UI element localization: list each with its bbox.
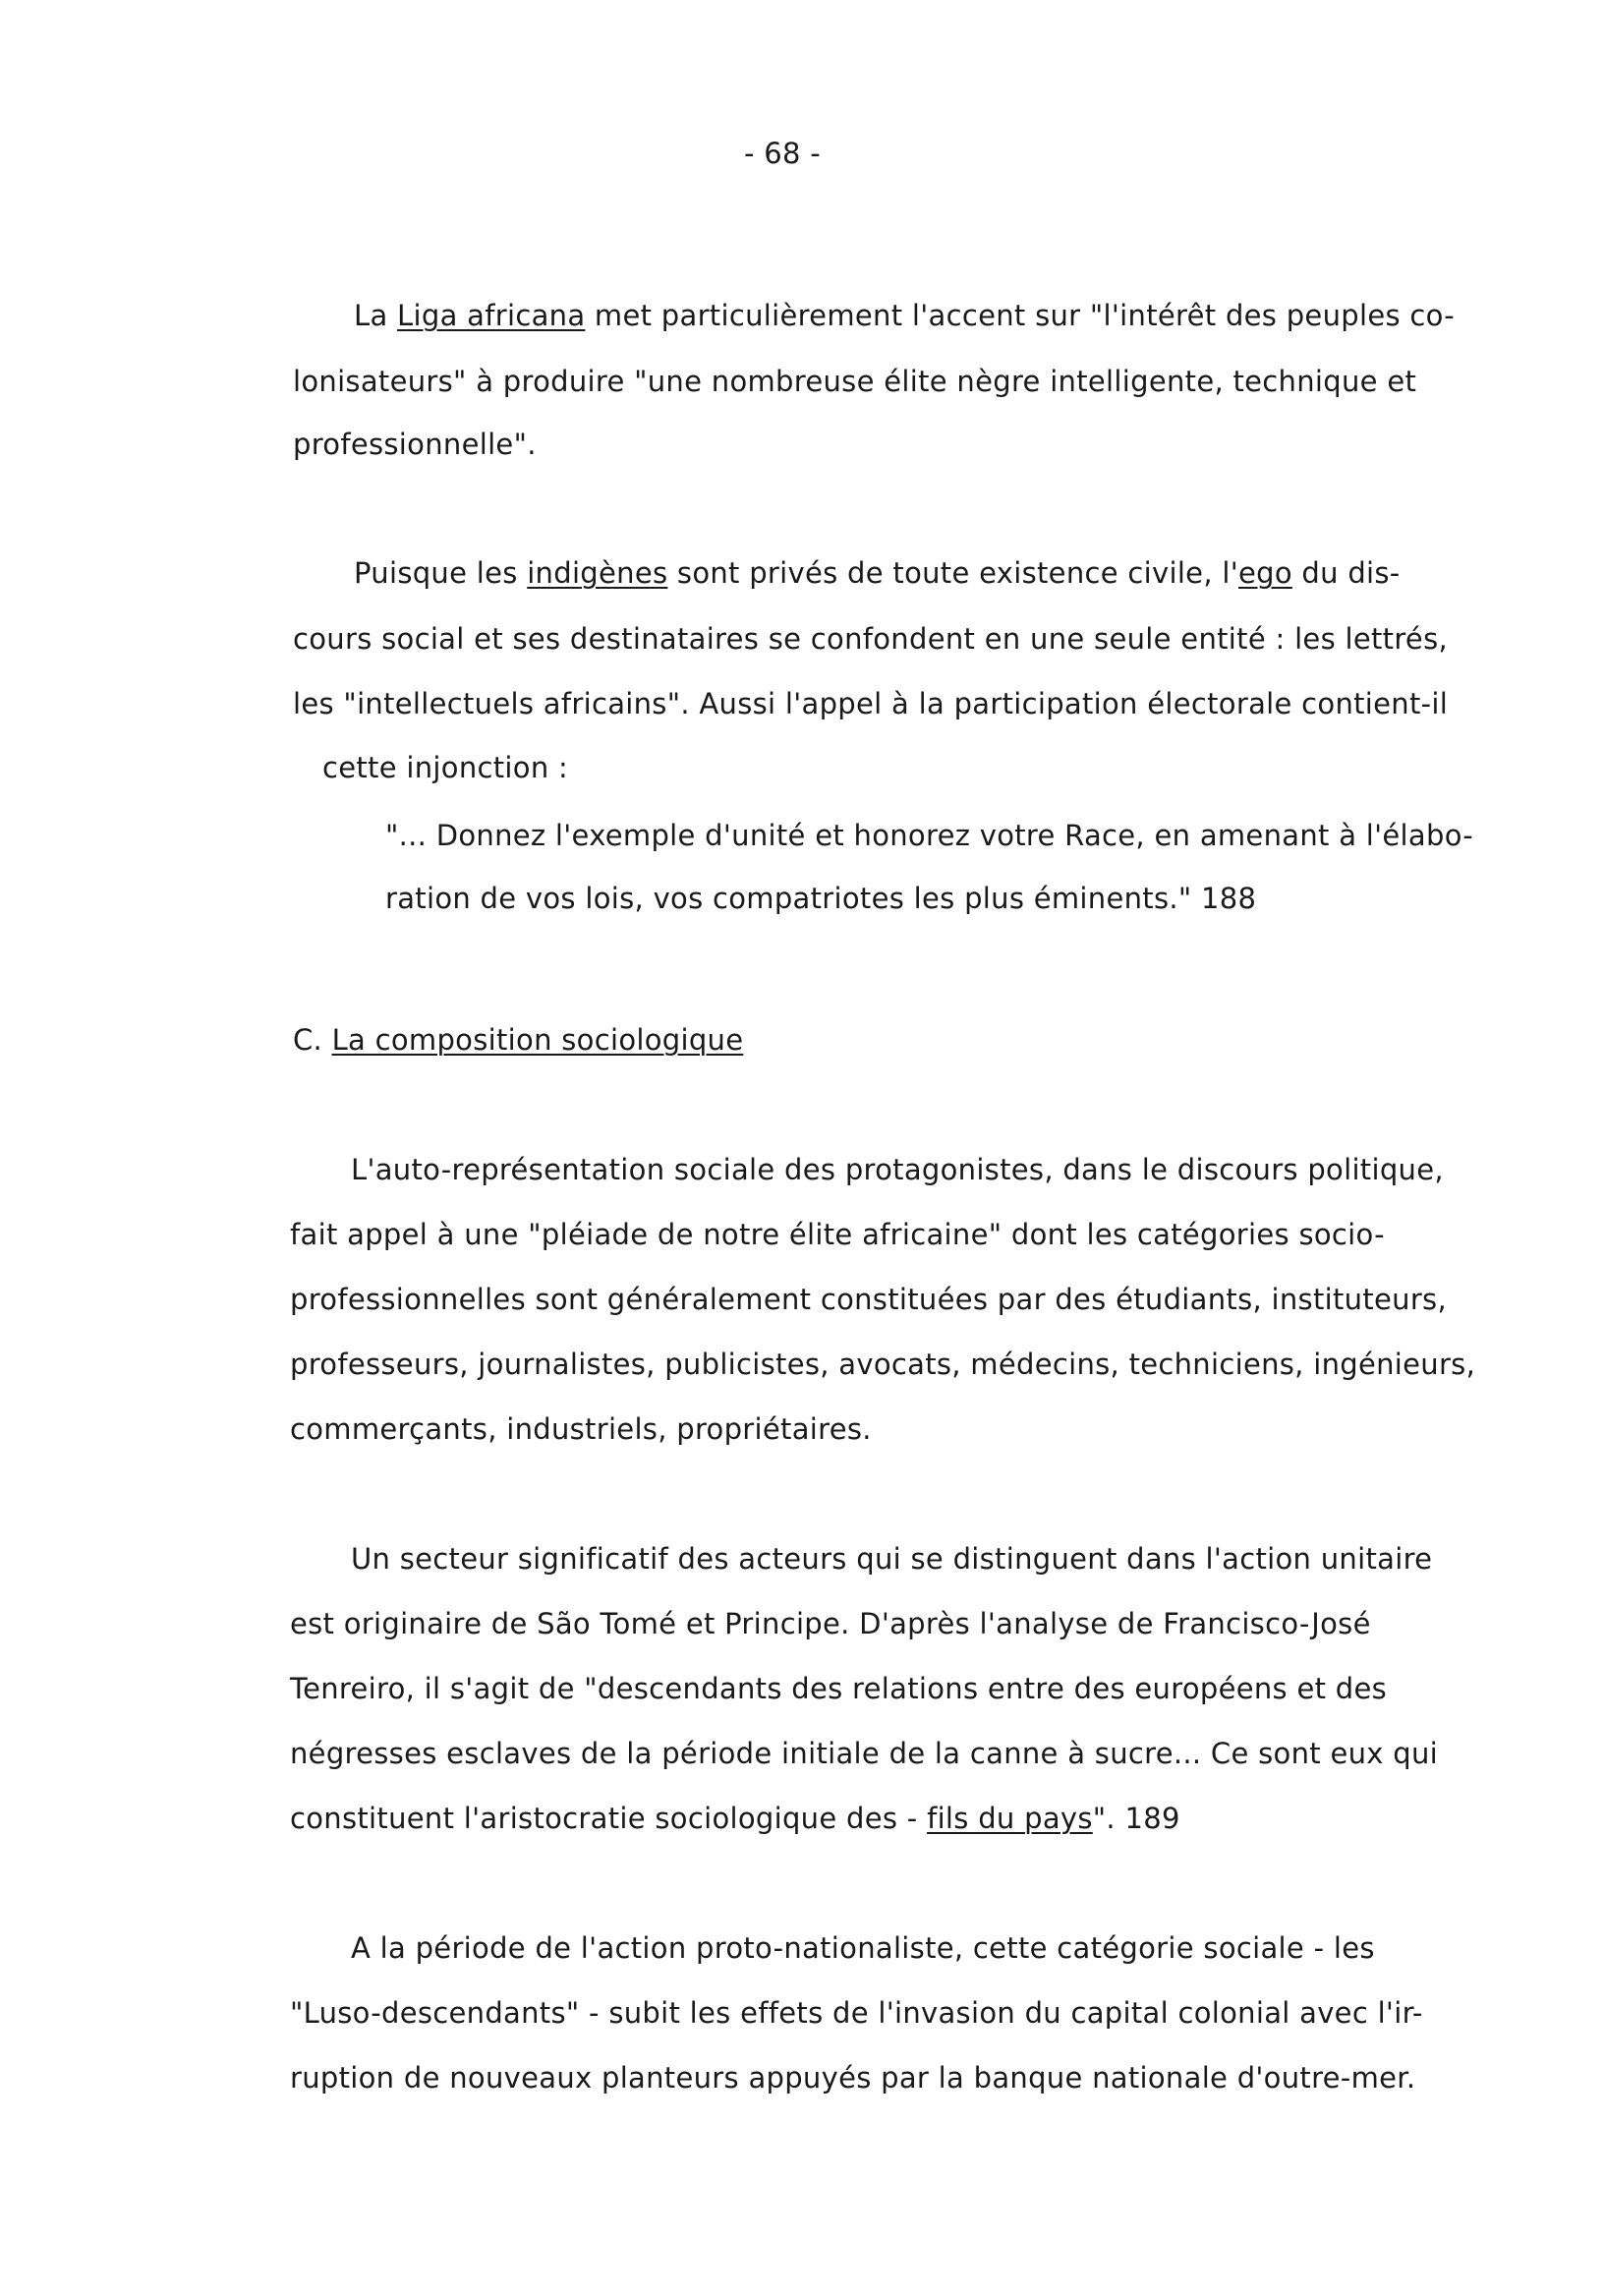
section-title: La composition sociologique [331, 1023, 744, 1057]
para1-line2: lonisateurs" à produire "une nombreuse élite nègre intelligente, technique et [293, 365, 1417, 398]
text: constituent l'aristocratie sociologique des - [290, 1802, 928, 1835]
para4-line5 [290, 1801, 1180, 1836]
para2-line1 [354, 555, 1401, 591]
text: sont privés de toute existence civile, l' [667, 556, 1238, 590]
para1-line1 [354, 298, 1455, 333]
page-number: - 68 - [744, 137, 822, 170]
para2-line4: cette injonction : [322, 751, 569, 784]
para3-line1: L'auto-représentation sociale des protagonistes, dans le discours politique, [351, 1153, 1444, 1186]
para4-line1: Un secteur significatif des acteurs qui se distinguent dans l'action unitaire [351, 1542, 1433, 1576]
para3-line2: fait appel à une "pléiade de notre élite africaine" dont les catégories socio- [290, 1218, 1385, 1251]
para5-line3: ruption de nouveaux planteurs appuyés par la banque nationale d'outre-mer. [290, 2061, 1416, 2095]
text: met particulièrement l'accent sur "l'intérêt des peuples co- [585, 299, 1455, 332]
section-prefix: C. [293, 1023, 332, 1057]
para2-line3: les "intellectuels africains". Aussi l'appel à la participation électorale contient-il [293, 687, 1449, 720]
para3-line4: professeurs, journalistes, publicistes, avocats, médecins, techniciens, ingénieurs, [290, 1348, 1476, 1381]
text: La [354, 299, 398, 332]
text: Puisque les [354, 556, 528, 590]
underlined-term: fils du pays [927, 1802, 1093, 1835]
para3-line5: commerçants, industriels, propriétaires. [290, 1412, 872, 1446]
text: du dis- [1291, 556, 1401, 590]
quote-line1: "... Donnez l'exemple d'unité et honorez votre Race, en amenant à l'élabo- [385, 819, 1474, 852]
para4-line2: est originaire de São Tomé et Principe. D'après l'analyse de Francisco-José [290, 1607, 1371, 1640]
text: ". 189 [1092, 1802, 1180, 1835]
quote-line2: ration de vos lois, vos compatriotes les plus éminents." 188 [385, 882, 1257, 915]
section-heading [293, 1022, 743, 1058]
para3-line3: professionnelles sont généralement constituées par des étudiants, instituteurs, [290, 1283, 1447, 1316]
para2-line2: cours social et ses destinataires se confondent en une seule entité : les lettrés, [293, 622, 1448, 656]
para4-line3: Tenreiro, il s'agit de "descendants des relations entre des européens et des [290, 1672, 1388, 1705]
underlined-term: Liga africana [397, 299, 586, 332]
para5-line2: "Luso-descendants" - subit les effets de l'invasion du capital colonial avec l'ir- [290, 1996, 1423, 2030]
underlined-term: ego [1237, 556, 1292, 590]
para1-line3: professionnelle". [293, 428, 537, 461]
para5-line1: A la période de l'action proto-nationaliste, cette catégorie sociale - les [351, 1931, 1375, 1965]
para4-line4: négresses esclaves de la période initiale de la canne à sucre... Ce sont eux qui [290, 1737, 1439, 1770]
underlined-term: indigènes [527, 556, 668, 590]
